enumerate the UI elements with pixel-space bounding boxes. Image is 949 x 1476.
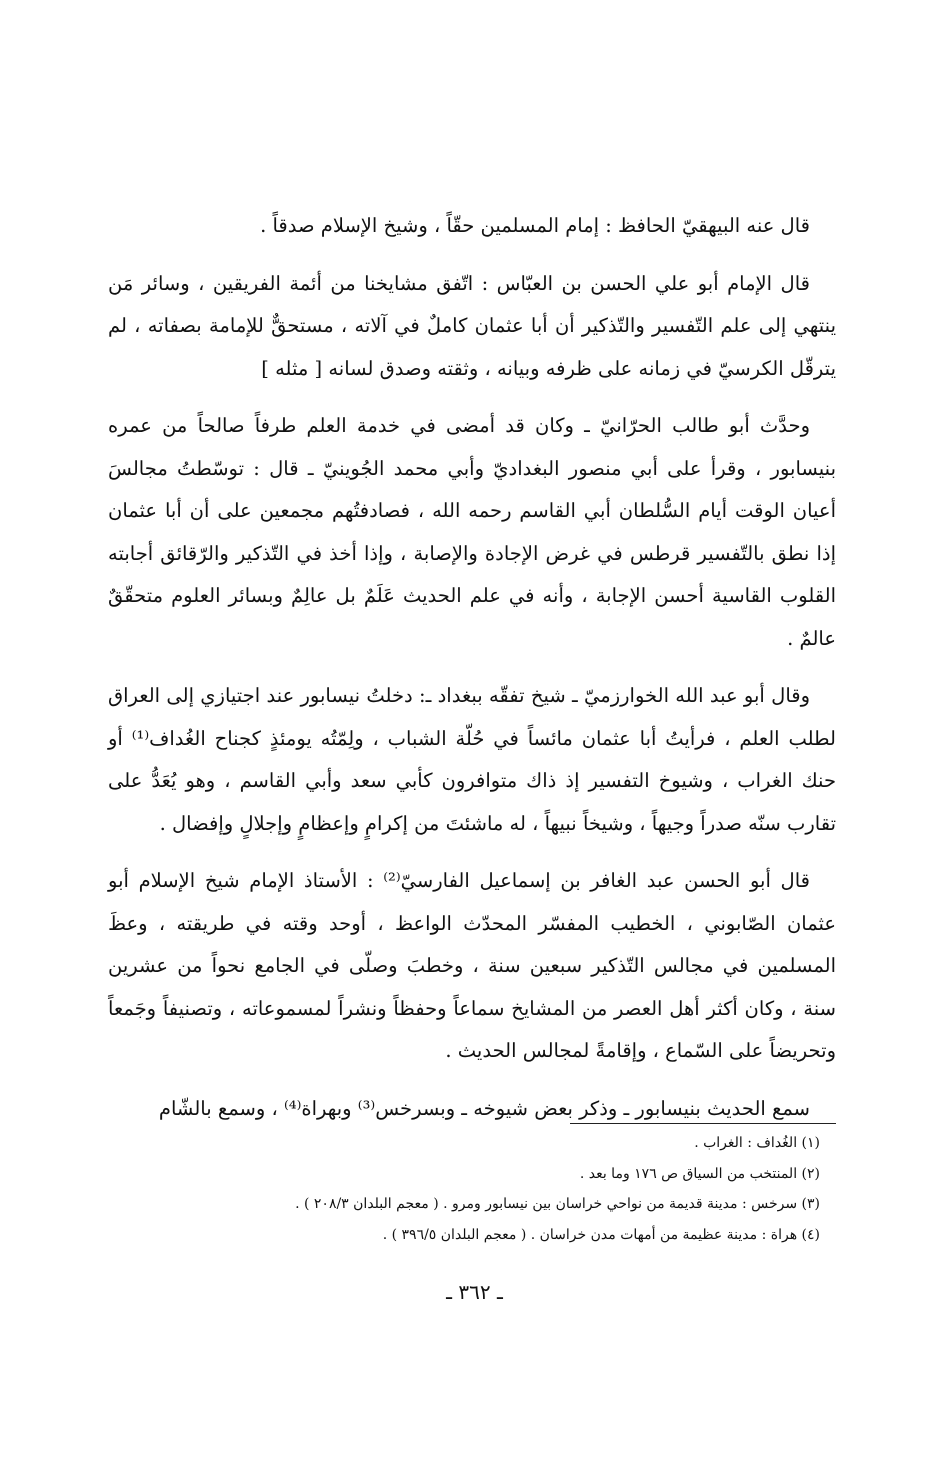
footnote-3: (٣) سرخس : مدينة قديمة من نواحي خراسان بين نيسابور ومرو . ( معجم البلدان ٢٠٨/٣ ) . <box>295 1196 820 1212</box>
main-text <box>108 205 836 1130</box>
footnotes <box>108 1128 820 1250</box>
footnote-1: (١) الغُداف : الغراب . <box>694 1135 820 1151</box>
page-number: ـ ٣٦٢ ـ <box>446 1280 503 1304</box>
footnote-2: (٢) المنتخب من السياق ص ١٧٦ وما بعد . <box>579 1165 820 1182</box>
paragraph-2: قال الإمام أبو علي الحسن بن العبّاس : اتّفق مشايخنا من أئمة الفريقين ، وسائر مَن ينتهي إلى علم التّفسير والتّذكير أن أبا عثمان كاملٌ في آلاته ، مستحقٌّ للإمامة بصفاته ، لم يترقّل الكرسيّ في زمانه على ظرفه وبيانه ، وثقته وصدق لسانه [ مثله ] <box>108 271 836 380</box>
paragraph-5: قال أبو الحسن عبد الغافر بن إسماعيل الفارسيّ⁽²⁾ : الأستاذ الإمام شيخ الإسلام أبو عثمان الصّابوني ، الخطيب المفسّر المحدّث الواعظ ، أوحد وقته في طريقته ، وعظَ المسلمين في مجالس التّذكير سبعين سنة ، وخطبَ وصلّى في الجامع نحواً من عشرين سنة ، وكان أكثر أهل العصر من المشايخ سماعاً وحفظاً ونشراً لمسموعاته ، وتصنيفاً وجَمعاً وتحريضاً على السّماع ، وإقامةً لمجالس الحديث . <box>108 869 836 1062</box>
paragraph-3: وحدَّث أبو طالب الحرّانيّ ـ وكان قد أمضى في خدمة العلم طرفاً صالحاً من عمره بنيسابور ، وقرأ على أبي منصور البغداديّ وأبي محمد الجُوينيّ ـ قال : توسّطتُ مجالسَ أعيان الوقت أيام السُّلطان أبي القاسم رحمه الله ، فصادفتُهم مجمعين على أن أبا عثمان إذا نطق بالتّفسير قرطس في غرض الإجادة والإصابة ، وإذا أخذ في التّذكير والرّقائق أجابته القلوب القاسية أحسن الإجابة ، وأنه في علم الحديث عَلَمٌ بل عالِمٌ وبسائر العلوم متحقّقٌ عالمٌ . <box>108 414 836 650</box>
paragraph-1: قال عنه البيهقيّ الحافظ : إمام المسلمين حقّاً ، وشيخ الإسلام صدقاً . <box>260 214 810 237</box>
footnote-4: (٤) هراة : مدينة عظيمة من أمهات مدن خراسان . ( معجم البلدان ٣٩٦/٥ ) . <box>382 1226 820 1243</box>
footnote-divider <box>570 1123 836 1124</box>
paragraph-4: وقال أبو عبد الله الخوارزميّ ـ شيخ تفقّه ببغداد ـ: دخلتُ نيسابور عند اجتيازي إلى العراق لطلب العلم ، فرأيتُ أبا عثمان مائساً في حُلّة الشباب ، ولِمّتُه يومئذٍ كجناح الغُداف⁽¹⁾ أو حنك الغراب ، وشيوخ التفسير إذ ذاك متوافرون كأبي سعد وأبي القاسم ، وهو يُعَدُّ على تقارب سنّه صدراً وجيهاً ، وشيخاً نبيهاً ، له ماشئتَ من إكرامٍ وإعظامٍ وإجلالٍ وإفضال . <box>108 684 836 835</box>
paragraph-6: سمع الحديث بنيسابور ـ وذكر بعض شيوخه ـ وبسرخس⁽³⁾ وبهراة⁽⁴⁾ ، وسمع بالشّام <box>158 1096 810 1120</box>
